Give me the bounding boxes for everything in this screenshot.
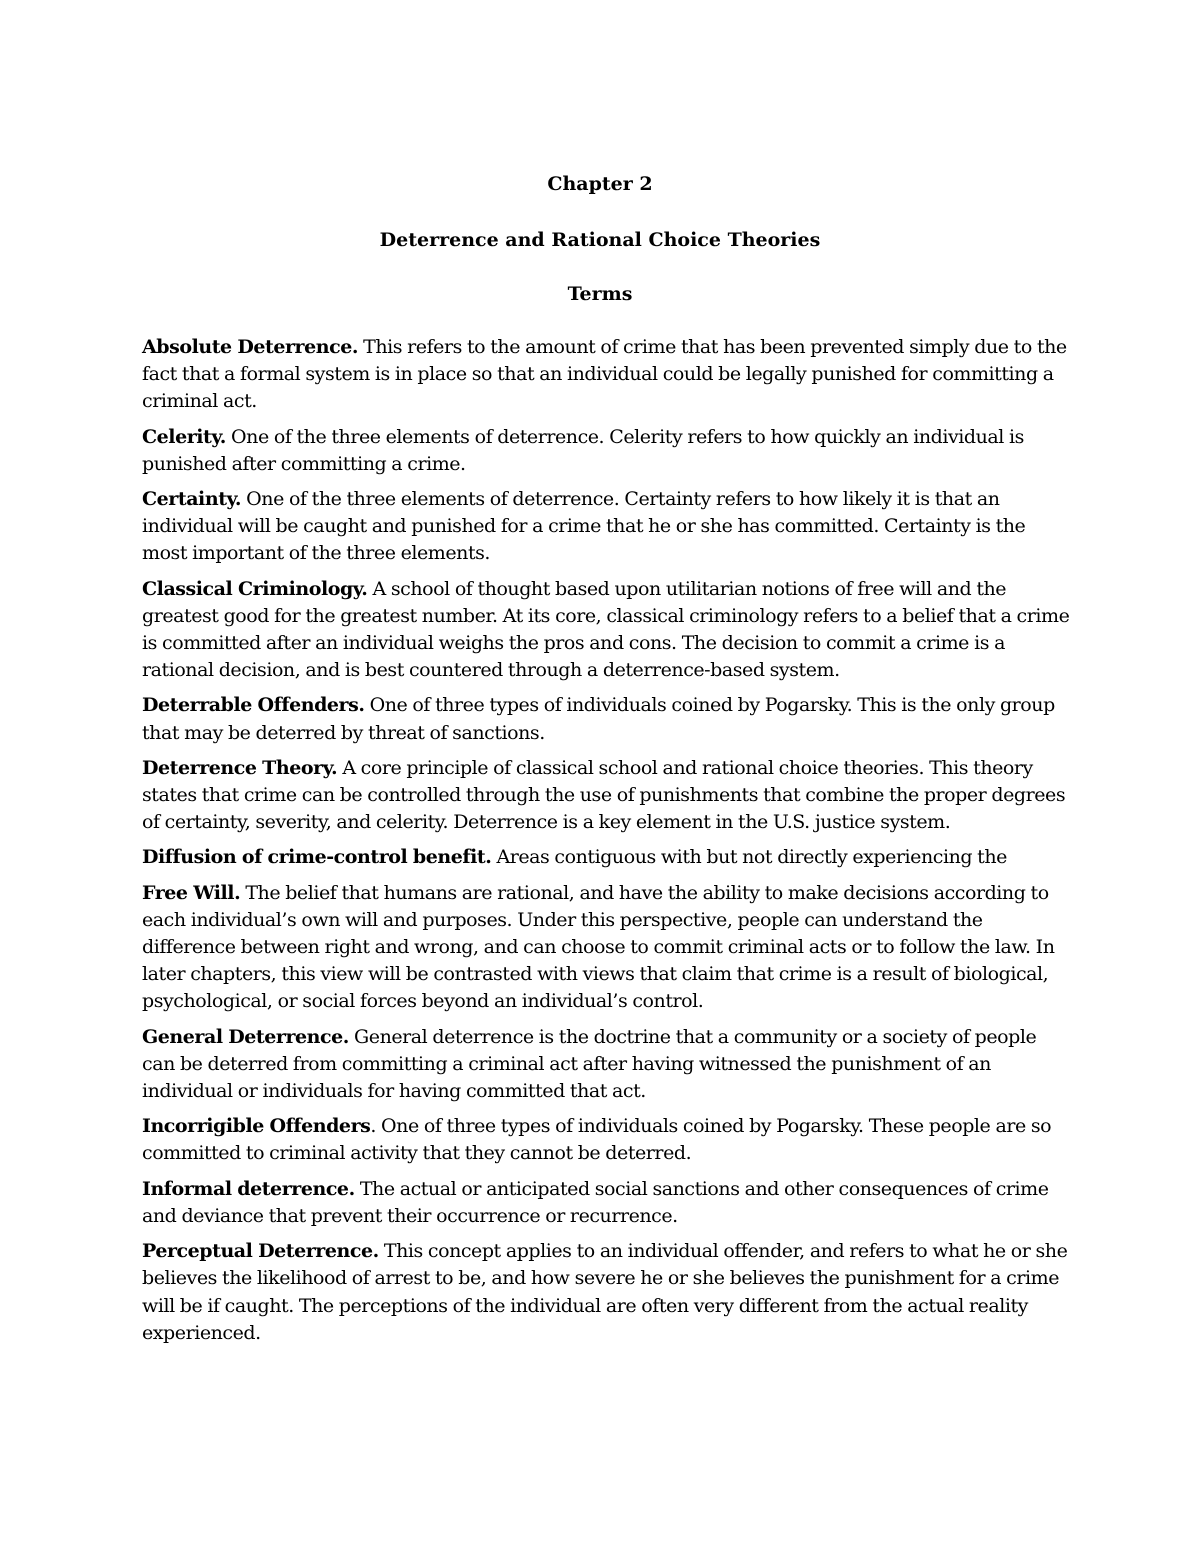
- term-entry-general-deterrence: [142, 1024, 1072, 1106]
- term-definition: This refers to the amount of crime that has been prevented simply due to the fact that a formal system is in place so that an individual could be legally punished for committing a criminal act.: [142, 336, 1067, 413]
- term-definition: A school of thought based upon utilitarian notions of free will and the greatest good for the greatest number. At its core, classical criminology refers to a belief that a crime is committed after an individual weighs the pros and cons. The decision to commit a crime is a rational decision, and is best countered through a deterrence-based system.: [142, 577, 1070, 682]
- term-entry-incorrigible-offenders: [142, 1113, 1072, 1167]
- term-name: Perceptual Deterrence.: [142, 1240, 379, 1263]
- chapter-heading: Chapter 2: [547, 173, 653, 195]
- term-definition: This concept applies to an individual offender, and refers to what he or she believes the likelihood of arrest to be, and how severe he or she believes the punishment for a crime will be if caught. The perceptions of the individual are often very different from the actual reality experienced.: [142, 1240, 1068, 1344]
- term-definition: The belief that humans are rational, and have the ability to make decisions according to each individual’s own will and purposes. Under this perspective, people can understand the difference between right and wrong, and can choose to commit criminal acts or to follow the law. In later chapters, this view will be contrasted with views that claim that crime is a result of biological, psychological, or social forces beyond an individual’s control.: [142, 881, 1055, 1013]
- term-entry-informal-deterrence: [142, 1176, 1072, 1230]
- section-heading: Terms: [567, 283, 633, 305]
- term-entry-deterrable-offenders: [142, 692, 1072, 746]
- term-name: Informal deterrence.: [142, 1177, 355, 1200]
- terms-list: [142, 334, 1072, 1355]
- term-name: Absolute Deterrence.: [142, 336, 359, 358]
- term-entry-absolute-deterrence: [142, 334, 1072, 416]
- term-name: Certainty.: [142, 488, 242, 511]
- term-entry-celerity: [142, 424, 1072, 478]
- term-entry-certainty: [142, 486, 1072, 568]
- term-name: Classical Criminology.: [142, 577, 368, 600]
- term-name: Incorrigible Offenders: [142, 1115, 371, 1138]
- term-entry-free-will: [142, 880, 1072, 1016]
- chapter-title: Deterrence and Rational Choice Theories: [379, 229, 821, 251]
- term-definition: The actual or anticipated social sanctions and other consequences of crime and deviance that prevent their occurrence or recurrence.: [142, 1177, 1049, 1227]
- term-definition: General deterrence is the doctrine that a community or a society of people can be deterred from committing a criminal act after having witnessed the punishment of an individual or individuals for having committed that act.: [142, 1025, 1037, 1103]
- term-definition: A core principle of classical school and rational choice theories. This theory states that crime can be controlled through the use of punishments that combine the proper degrees of certainty, severity, and celerity. Deterrence is a key element in the U.S. justice system.: [142, 756, 1066, 834]
- term-definition: One of the three elements of deterrence. Celerity refers to how quickly an individual is punished after committing a crime.: [142, 425, 1024, 475]
- term-name: General Deterrence.: [142, 1025, 349, 1048]
- term-name: Diffusion of crime-control benefit.: [142, 846, 492, 869]
- term-entry-deterrence-theory: [142, 755, 1072, 837]
- term-definition: One of the three elements of deterrence. Certainty refers to how likely it is that an individual will be caught and punished for a crime that he or she has committed. Certainty is the most important of the three elements.: [142, 488, 1026, 565]
- term-name: Deterrence Theory.: [142, 756, 338, 779]
- term-name: Deterrable Offenders.: [142, 694, 365, 717]
- term-entry-diffusion-of-crime-control-benefit: [142, 844, 1072, 871]
- term-definition: One of three types of individuals coined by Pogarsky. This is the only group that may be deterred by threat of sanctions.: [142, 694, 1055, 744]
- term-name: Free Will.: [142, 881, 241, 904]
- term-name: Celerity.: [142, 425, 226, 448]
- term-entry-perceptual-deterrence: [142, 1238, 1072, 1347]
- term-entry-classical-criminology: [142, 576, 1072, 685]
- term-definition: Areas contiguous with but not directly experiencing the: [491, 846, 1007, 869]
- term-definition: . One of three types of individuals coined by Pogarsky. These people are so committed to criminal activity that they cannot be deterred.: [142, 1115, 1052, 1165]
